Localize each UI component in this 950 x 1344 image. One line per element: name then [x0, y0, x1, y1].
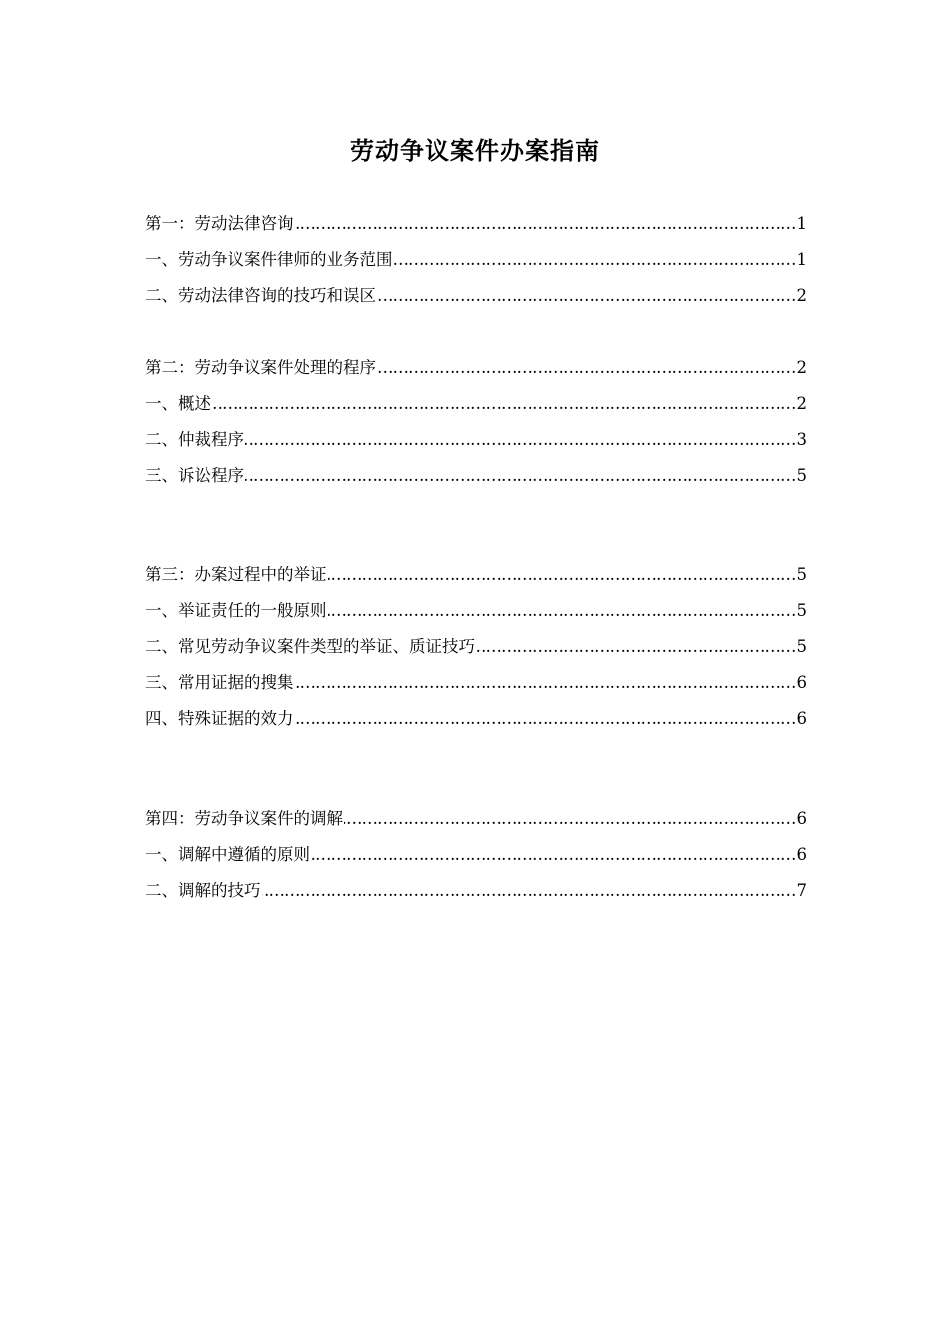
toc-entry-label: 二、仲裁程序	[145, 430, 244, 449]
toc-leader-dots	[212, 391, 796, 417]
toc-entry-label: 第三：办案过程中的举证	[145, 565, 327, 584]
toc-entry-page: 3	[796, 430, 807, 449]
toc-entry-page: 2	[796, 358, 807, 377]
toc-leader-dots	[311, 842, 796, 868]
toc-entry-page: 5	[796, 565, 807, 584]
page-title: 劳动争议案件办案指南	[350, 137, 600, 165]
toc-leader-dots	[262, 878, 796, 904]
toc-entry-label: 一、举证责任的一般原则	[145, 601, 327, 620]
toc-entry-page: 6	[796, 709, 807, 728]
toc-entry	[145, 463, 807, 489]
toc-leader-dots	[295, 670, 796, 696]
toc-entry	[145, 427, 807, 453]
toc-entry-label: 四、特殊证据的效力	[145, 709, 294, 728]
toc-entry-label: 二、调解的技巧	[145, 881, 261, 900]
toc-entry	[145, 878, 807, 904]
toc-entry-label: 第二：劳动争议案件处理的程序	[145, 358, 376, 377]
toc-entry	[145, 391, 807, 417]
toc-entry-page: 7	[796, 881, 807, 900]
toc-entry	[145, 670, 807, 696]
toc-entry	[145, 706, 807, 732]
toc-leader-dots	[328, 598, 796, 624]
toc-entry	[145, 634, 807, 660]
toc-leader-dots	[394, 247, 796, 273]
toc-leader-dots	[344, 806, 796, 832]
toc-entry-label: 二、常见劳动争议案件类型的举证、质证技巧	[145, 637, 475, 656]
toc-leader-dots	[295, 706, 796, 732]
toc-entry	[145, 598, 807, 624]
toc-entry-label: 一、概述	[145, 394, 211, 413]
toc-leader-dots	[377, 355, 796, 381]
toc-leader-dots	[476, 634, 796, 660]
toc-entry	[145, 842, 807, 868]
toc-entry-page: 1	[796, 250, 807, 269]
toc-leader-dots	[377, 283, 796, 309]
toc-entry-label: 一、调解中遵循的原则	[145, 845, 310, 864]
toc-entry-page: 5	[796, 601, 807, 620]
toc-entry-page: 5	[796, 637, 807, 656]
toc-entry-label: 三、诉讼程序	[145, 466, 244, 485]
toc-entry-section-1	[145, 211, 807, 237]
toc-entry-label: 第四：劳动争议案件的调解	[145, 809, 343, 828]
toc-entry-page: 6	[796, 845, 807, 864]
toc-leader-dots	[295, 211, 796, 237]
toc-entry-page: 6	[796, 673, 807, 692]
toc-entry-label: 三、常用证据的搜集	[145, 673, 294, 692]
toc-entry-section-3	[145, 562, 807, 588]
toc-leader-dots	[328, 562, 796, 588]
toc-entry-page: 1	[796, 214, 807, 233]
toc-entry-page: 2	[796, 394, 807, 413]
toc-entry	[145, 247, 807, 273]
toc-entry-page: 2	[796, 286, 807, 305]
toc-leader-dots	[245, 463, 796, 489]
toc-entry-section-4	[145, 806, 807, 832]
toc-entry-page: 6	[796, 809, 807, 828]
toc-leader-dots	[245, 427, 796, 453]
toc-entry-label: 第一：劳动法律咨询	[145, 214, 294, 233]
toc-entry	[145, 283, 807, 309]
toc-entry-section-2	[145, 355, 807, 381]
toc-entry-page: 5	[796, 466, 807, 485]
toc-entry-label: 一、劳动争议案件律师的业务范围	[145, 250, 393, 269]
toc-entry-label: 二、劳动法律咨询的技巧和误区	[145, 286, 376, 305]
